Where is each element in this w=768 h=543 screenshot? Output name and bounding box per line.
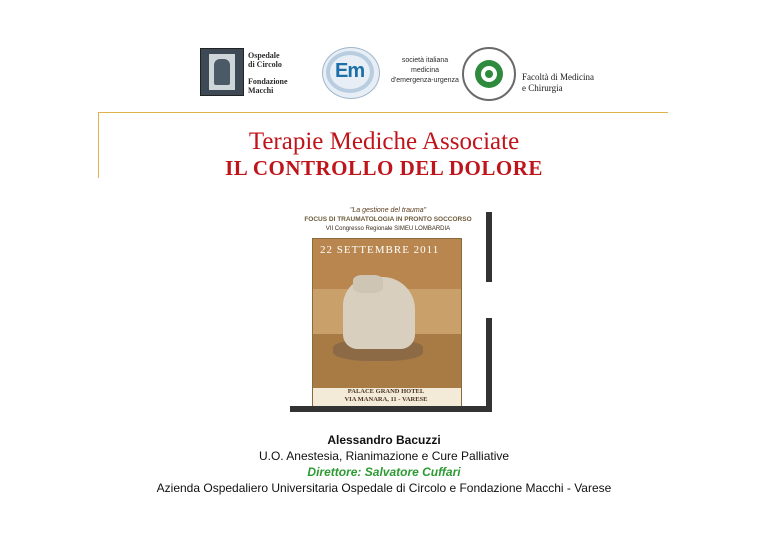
simeu-line2: medicina bbox=[410, 67, 439, 74]
hospital-name-line3: Fondazione bbox=[248, 77, 288, 86]
hospital-name-line2: di Circolo bbox=[248, 60, 282, 69]
poster-photo bbox=[312, 238, 462, 410]
institution-name: Azienda Ospedaliero Universitaria Ospedale di Circolo e Fondazione Macchi - Varese bbox=[156, 481, 612, 495]
hospital-logo-text bbox=[248, 51, 282, 69]
page-subtitle: IL CONTROLLO DEL DOLORE bbox=[225, 156, 543, 180]
director-name: Direttore: Salvatore Cuffari bbox=[307, 465, 461, 479]
faculty-line2: e Chirurgia bbox=[522, 83, 563, 93]
poster-tagline: "La gestione del trauma" bbox=[349, 207, 427, 214]
poster-venue-line1: PALACE GRAND HOTEL bbox=[347, 388, 425, 395]
poster-frame-bar-base bbox=[290, 406, 492, 412]
hospital-logo bbox=[200, 48, 244, 96]
hospital-name-line1: Ospedale bbox=[248, 51, 280, 60]
simeu-logo bbox=[322, 47, 380, 99]
poster-focus: FOCUS DI TRAUMATOLOGIA IN PRONTO SOCCORSO bbox=[304, 216, 472, 223]
faculty-line1: Facoltà di Medicina bbox=[522, 72, 594, 82]
hospital-name-line4: Macchi bbox=[248, 86, 274, 95]
simeu-badge: Em bbox=[335, 60, 365, 82]
author-name: Alessandro Bacuzzi bbox=[327, 433, 441, 447]
university-logo-text bbox=[522, 72, 594, 94]
simeu-logo-text bbox=[385, 56, 465, 86]
poster-venue-line2: VIA MANARA, 11 - VARESE bbox=[344, 396, 428, 403]
poster-date: 22 SETTEMBRE 2011 bbox=[320, 244, 440, 256]
page-title: Terapie Mediche Associate bbox=[248, 128, 520, 155]
poster-frame-bar-top bbox=[486, 212, 492, 282]
simeu-line3: d'emergenza-urgenza bbox=[391, 77, 459, 84]
poster-congress: VII Congresso Regionale SIMEU LOMBARDIA bbox=[325, 226, 451, 232]
hospital-foundation-text bbox=[248, 77, 288, 95]
university-seal-logo bbox=[462, 47, 516, 101]
simeu-line1: società italiana bbox=[401, 57, 449, 64]
poster-frame-bar-bottom bbox=[486, 318, 492, 412]
department-name: U.O. Anestesia, Rianimazione e Cure Palliative bbox=[258, 449, 510, 463]
title-rule-horizontal bbox=[98, 112, 668, 113]
